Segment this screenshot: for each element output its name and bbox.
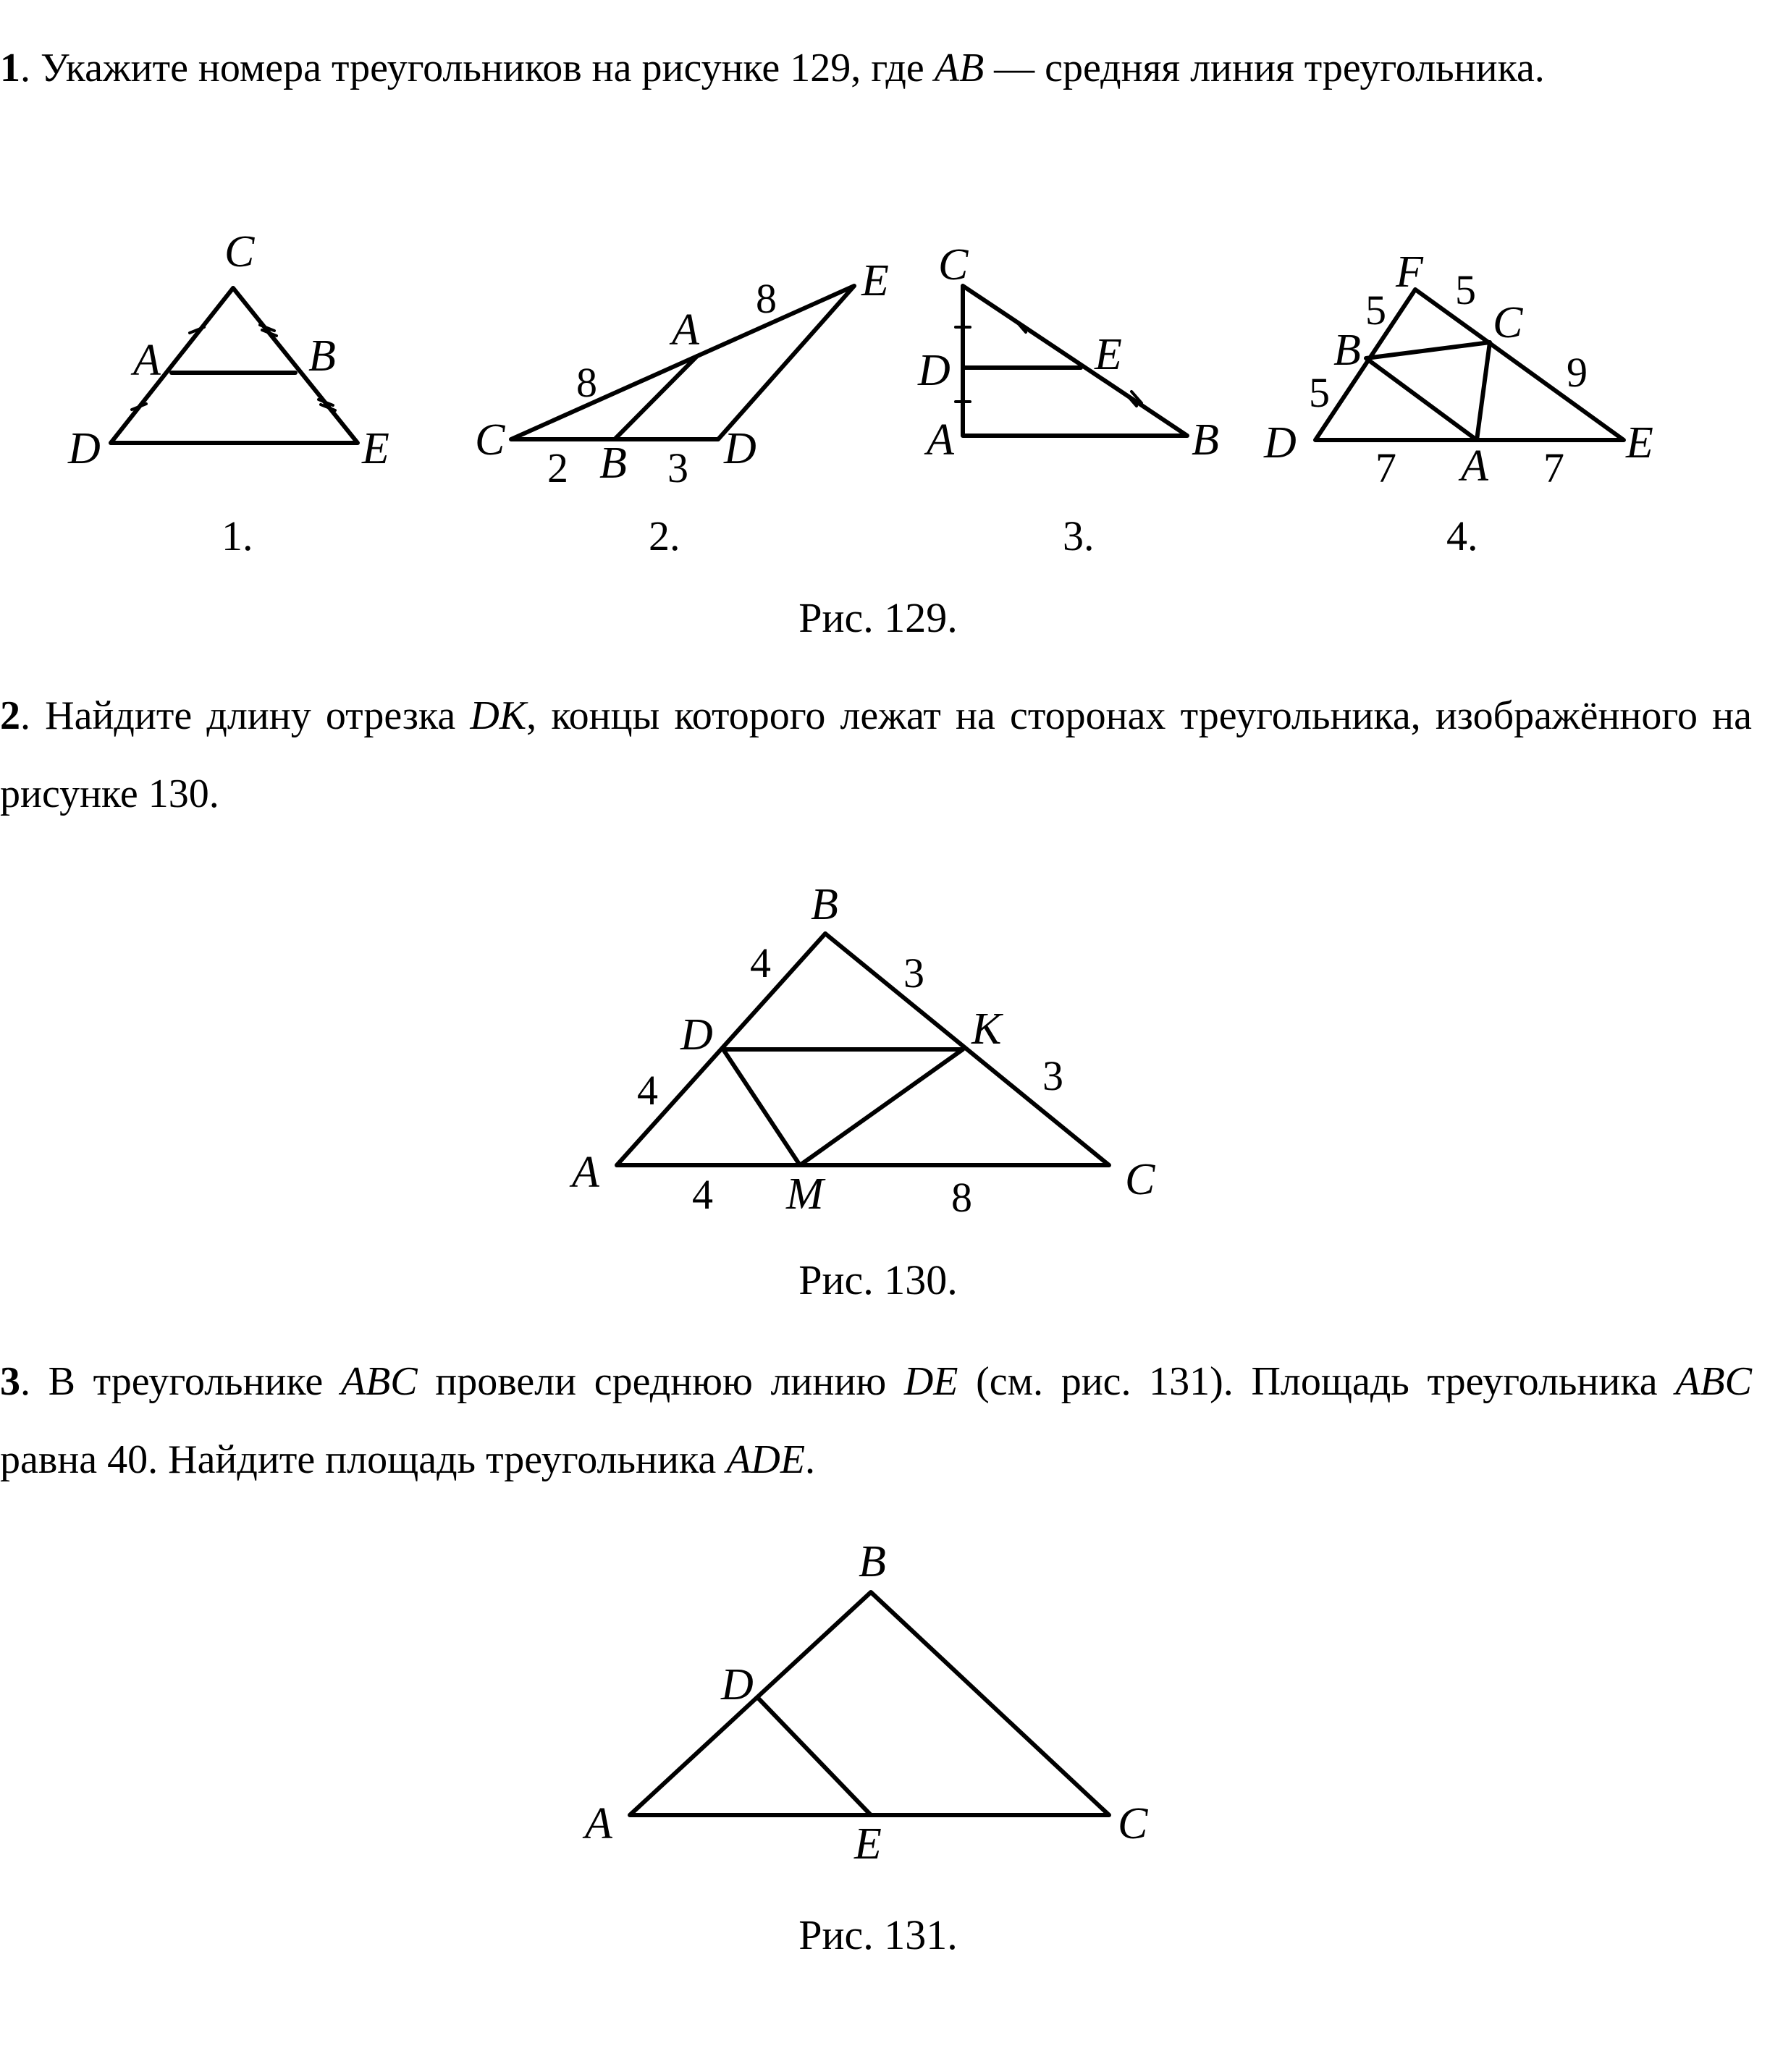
segment-length: 9: [1567, 349, 1588, 396]
segment-length: 4: [750, 939, 771, 986]
vertex-label: D: [721, 1660, 754, 1709]
problem-number: 2: [0, 693, 20, 738]
figure-number: 1.: [222, 512, 253, 559]
vertex-label: A: [927, 415, 954, 465]
math-var: DK: [470, 693, 527, 738]
problem-text: . Укажите номера треугольников на рисунке 129, где: [20, 46, 935, 90]
figure-131: [0, 1520, 1783, 1925]
problem-3: [0, 1342, 1752, 1499]
segment-length: 7: [1375, 444, 1396, 491]
segment-length: 5: [1455, 266, 1476, 313]
vertex-label: B: [1333, 326, 1361, 375]
vertex-label: B: [859, 1537, 886, 1586]
segment-length: 4: [692, 1171, 713, 1218]
figure-number: 2.: [649, 512, 680, 559]
vertex-label: C: [475, 415, 505, 465]
problem-number: 3: [0, 1359, 20, 1404]
vertex-label: B: [308, 331, 336, 381]
problem-text: — средняя линия треугольника.: [984, 46, 1545, 90]
vertex-label: A: [572, 1148, 599, 1197]
figure-caption: Рис. 131.: [798, 1911, 958, 1958]
vertex-label: M: [786, 1170, 824, 1219]
vertex-label: C: [1118, 1799, 1148, 1848]
vertex-label: C: [938, 240, 969, 289]
math-var: ABC: [340, 1359, 418, 1404]
problem-text: . В треугольнике: [20, 1359, 341, 1404]
vertex-label: C: [1493, 298, 1523, 347]
math-var: AB: [934, 46, 985, 90]
triangle-3: [956, 286, 1187, 436]
math-var: ABC: [1675, 1359, 1752, 1404]
math-var: ADE: [726, 1437, 806, 1482]
vertex-label: F: [1396, 248, 1423, 297]
vertex-label: E: [861, 256, 889, 305]
segment-length: 8: [951, 1174, 972, 1221]
figure-caption: Рис. 130.: [798, 1256, 958, 1303]
segment-length: 3: [1042, 1052, 1063, 1099]
segment-length: 3: [667, 444, 688, 491]
figure-number: 4.: [1446, 512, 1478, 559]
segment-length: 4: [637, 1067, 658, 1114]
vertex-label: D: [68, 424, 101, 473]
segment-length: 2: [547, 444, 568, 491]
vertex-label: E: [1626, 418, 1653, 468]
problem-text: равна 40. Найдите площадь треугольника: [0, 1437, 727, 1482]
vertex-label: B: [599, 439, 627, 488]
vertex-label: D: [680, 1010, 713, 1060]
vertex-label: C: [1125, 1155, 1155, 1204]
problem-text: .: [805, 1437, 816, 1482]
problem-text: (см. рис. 131). Площадь треугольника: [958, 1359, 1676, 1404]
problem-number: 1: [0, 46, 20, 90]
math-var: DE: [903, 1359, 958, 1404]
vertex-label: D: [1264, 418, 1297, 468]
vertex-label: A: [585, 1799, 612, 1848]
vertex-label: C: [224, 227, 255, 276]
figure-caption: Рис. 129.: [798, 594, 958, 641]
vertex-label: E: [854, 1819, 882, 1869]
vertex-label: A: [672, 305, 699, 355]
problem-text: . Найдите длину отрезка: [20, 693, 471, 738]
vertex-label: E: [362, 424, 389, 473]
vertex-label: A: [133, 336, 161, 385]
vertex-label: K: [971, 1005, 1002, 1054]
problem-text: , концы которого лежат на сторонах треугольника, изображённого на рисунке 130.: [0, 693, 1752, 816]
vertex-label: D: [724, 424, 756, 473]
segment-length: 5: [1365, 287, 1386, 334]
figure-number: 3.: [1063, 512, 1095, 559]
vertex-label: B: [1192, 415, 1219, 465]
problem-text: провели среднюю линию: [417, 1359, 904, 1404]
vertex-label: A: [1461, 441, 1488, 491]
problem-2: [0, 677, 1752, 833]
figure-129: [0, 0, 1783, 651]
vertex-label: E: [1095, 330, 1122, 379]
vertex-label: D: [918, 346, 950, 395]
segment-length: 8: [756, 275, 777, 322]
segment-length: 8: [576, 359, 597, 406]
segment-length: 3: [903, 950, 924, 997]
vertex-label: B: [811, 880, 838, 929]
segment-length: 7: [1543, 444, 1564, 491]
segment-length: 5: [1309, 369, 1330, 416]
